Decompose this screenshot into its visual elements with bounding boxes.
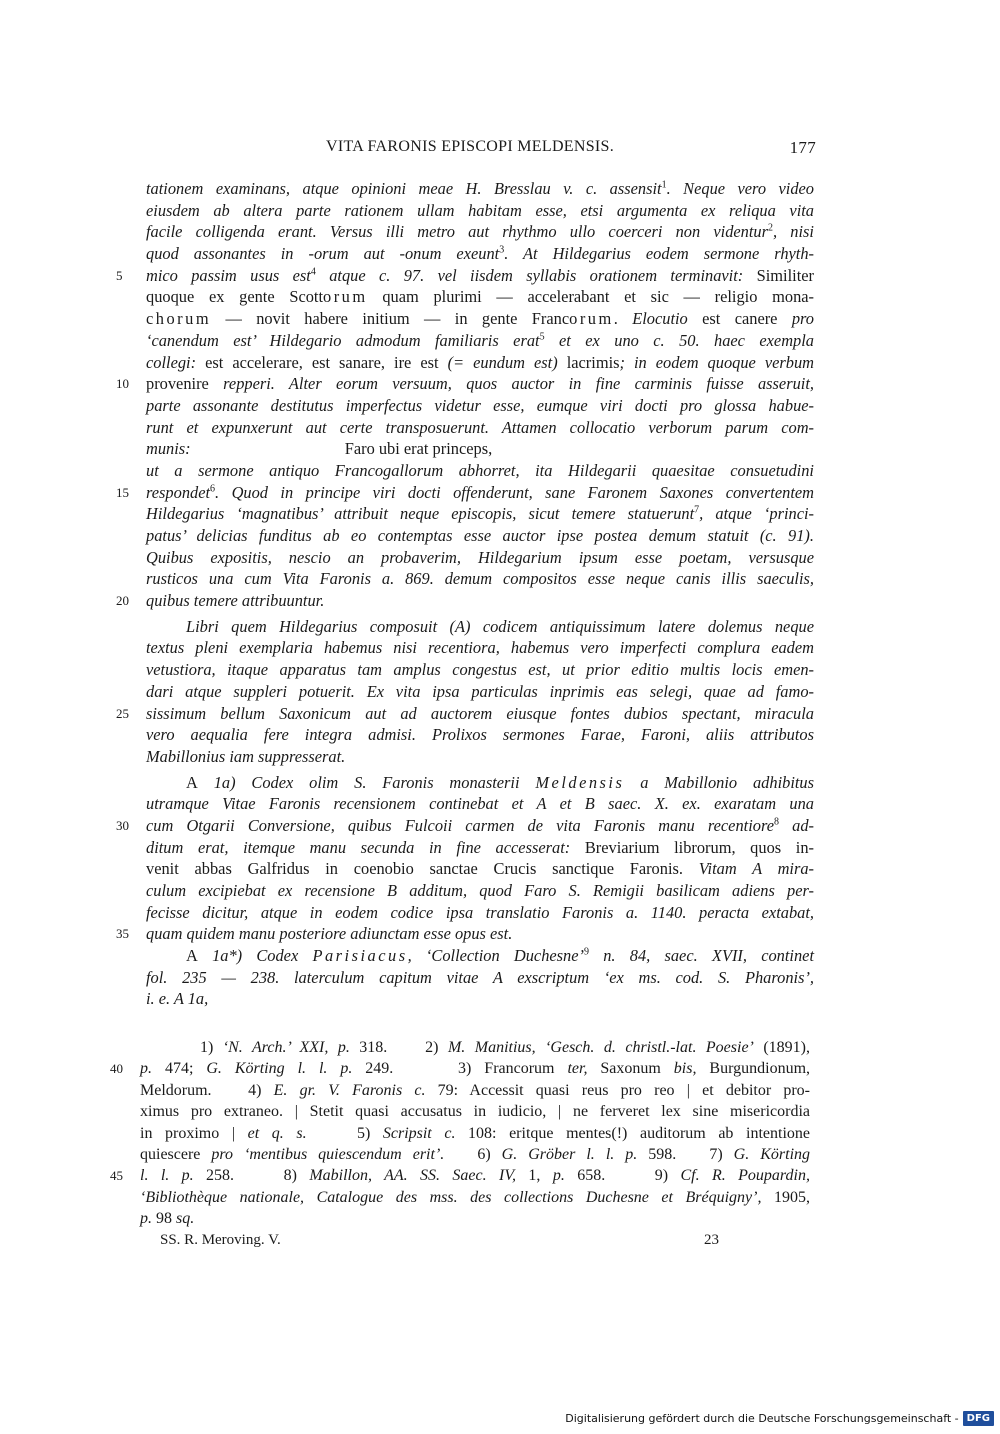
line-number: 5 bbox=[116, 267, 123, 283]
text-line: vero aequalia fere integra admisi. Prolixos sermones Farae, Faroni, aliis attributos bbox=[146, 725, 814, 745]
text-line: fol. 235 — 238. laterculum capitum vitae A exscriptum ‘ex ms. cod. S. Pharonis’, bbox=[146, 967, 814, 987]
dfg-logo-icon: DFG bbox=[963, 1411, 994, 1426]
text-line: respondet$^6$. Quod in principe viri docti offenderunt, sane Faronem Saxones convertentem 15 bbox=[116, 482, 814, 502]
text-line: utramque Vitae Faronis recensionem continebat et A et B saec. X. ex. exaratam una bbox=[146, 794, 814, 814]
text-line: A 1a*) Codex Parisiacus, ‘Collection Duchesne’$^9$ n. 84, saec. XVII, continet bbox=[186, 946, 815, 966]
page-number: 177 bbox=[789, 138, 816, 157]
text-line: A 1a) Codex olim S. Faronis monasterii Meldensis a Mabillonio adhibitus bbox=[186, 772, 814, 792]
footnote-line: l. l. p. 258. 8) Mabillon, AA. SS. Saec. IV, 1, p. 658. 9) Cf. R. Poupardin, 45 bbox=[140, 1165, 810, 1186]
text-line: fecisse dicitur, atque in eodem codice ipsa translatio Faronis a. 1140. peracta extabat, bbox=[146, 902, 814, 922]
text-line: venit abbas Galfridus in coenobio sanctae Crucis sanctique Faronis. Vitam A mira- bbox=[146, 859, 814, 879]
line-number: 35 bbox=[116, 926, 129, 942]
text-line: i. e. A 1a, bbox=[146, 989, 209, 1009]
line-number: 25 bbox=[116, 705, 129, 721]
text-line: collegi: est accelerare, est sanare, ire est (= eundum est) lacrimis; in eodem quoque verbum bbox=[146, 352, 814, 372]
text-line: rusticos una cum Vita Faronis a. 869. demum compositos esse neque canis illis saeculis, bbox=[146, 569, 814, 589]
text-line: ut a sermone antiquo Francogallorum abhorret, ita Hildegarii quaesitae consuetudini bbox=[146, 460, 814, 480]
text-line: mico passim usus est$^4$ atque c. 97. vel iisdem syllabis orationem terminavit: Similiter 5 bbox=[116, 265, 814, 285]
text-line: dari atque suppleri potuerit. Ex vita ipsa particulas inprimis eas selegi, quae ad famo- bbox=[146, 681, 814, 701]
text-line: chorum — novit habere initium — in gente Francorum. Elocutio est canere pro bbox=[146, 309, 815, 329]
main-text bbox=[116, 178, 815, 1010]
text-line: sissimum bellum Saxonicum aut ad auctorem eiusque fontes dubios spectant, miracula 25 bbox=[116, 703, 814, 723]
footnote-line: 1) ‘N. Arch.’ XXI, p. 318. 2) M. Manitius, ‘Gesch. d. christl.-lat. Poesie’ (1891), bbox=[200, 1039, 811, 1056]
line-number: 10 bbox=[116, 376, 129, 392]
text-line: quibus temere attribuuntur. 20 bbox=[116, 591, 325, 611]
text-line: facile colligenda erant. Versus illi metro aut rhythmo ullo coerceri non videntur$^2$, nisi bbox=[146, 222, 814, 242]
text-line: tationem examinans, atque opinioni meae H. Bresslau v. c. assensit$^1$. Neque vero video bbox=[146, 179, 814, 198]
line-number: 45 bbox=[110, 1168, 123, 1184]
funding-banner bbox=[565, 1408, 994, 1428]
running-header bbox=[140, 138, 816, 162]
text-line: cum Otgarii Conversione, quibus Fulcoii carmen de vita Faronis manu recentiore$^8$ ad- 30 bbox=[116, 815, 814, 835]
text-line: provenire repperi. Alter eorum versuum, quos auctor in fine carminis fuisse asseruit, 10 bbox=[116, 374, 814, 394]
footnote-line: p. 98 sq. bbox=[140, 1210, 195, 1228]
funding-text: Digitalisierung gefördert durch die Deutsche Forschungsgemeinschaft - bbox=[565, 1411, 959, 1425]
signature-number: 23 bbox=[704, 1232, 719, 1248]
footnote-line: ximus pro extraneo. | Stetit quasi accusatus in iudicio, | ne ferveret lex sine misericordia bbox=[140, 1103, 810, 1121]
footnote-line: Meldorum. 4) E. gr. V. Faronis c. 79: Accessit quasi reus pro reo | et debitor pro- bbox=[140, 1081, 811, 1099]
text-line: ‘canendum est’ Hildegario admodum familiaris erat$^5$ et ex uno c. 50. haec exempla bbox=[146, 330, 814, 350]
text-line: patus’ delicias funditus ab eo contemptas esse auctor ipse postea demum statuit (c. 91). bbox=[146, 526, 814, 545]
text-line: culum excipiebat ex recensione B additum, quod Faro S. Remigii basilicam adiens per- bbox=[146, 881, 814, 900]
text-line: vetustiora, itaque apparatus tam amplus congestus est, ut prior editio multis locis emen- bbox=[146, 660, 814, 680]
running-title: VITA FARONIS EPISCOPI MELDENSIS. bbox=[326, 138, 615, 155]
text-line: Libri quem Hildegarius composuit (A) codicem antiquissimum latere dolemus neque bbox=[186, 616, 814, 636]
line-number: 20 bbox=[116, 593, 129, 609]
line-number: 30 bbox=[116, 817, 129, 833]
footnotes bbox=[110, 1037, 811, 1230]
footnote-line: in proximo | et q. s. 5) Scripsit c. 108: eritque mentes(!) auditorum ab intentione bbox=[140, 1124, 811, 1142]
text-line: runt et expunxerunt aut certe transposuerunt. Attamen collocatio verborum parum com- bbox=[146, 417, 814, 437]
line-number: 15 bbox=[116, 484, 129, 500]
text-line: Quibus expositis, nescio an probaverim, Hildegarium ipsum esse poetam, versusque bbox=[146, 547, 814, 567]
footnote-line: ‘Bibliothèque nationale, Catalogue des mss. des collections Duchesne et Bréquigny’, 1905, bbox=[140, 1188, 811, 1206]
signature-mark: SS. R. Meroving. V. bbox=[160, 1232, 281, 1248]
text-line: Hildegarius ‘magnatibus’ attribuit neque episcopis, sicut temere statuerunt$^7$, atque ‘princi- bbox=[146, 504, 814, 524]
text-line: Mabillonius iam suppresserat. bbox=[146, 746, 346, 766]
text-line: ditum erat, itemque manu secunda in fine accesserat: Breviarium librorum, quos in- bbox=[146, 837, 814, 857]
text-line: quam quidem manu posteriore adiunctam esse opus est. 35 bbox=[116, 924, 513, 944]
text-line: quoque ex gente Scottorum quam plurimi — accelerabant et sic — religio mona- bbox=[146, 287, 814, 307]
text-line: textus pleni exemplaria habemus nisi recentiora, habemus vero imperfecti complura eadem bbox=[146, 638, 814, 658]
text-line: quod assonantes in -orum aut -onum exeunt$^3$. At Hildegarius eodem sermone rhyth- bbox=[146, 244, 815, 264]
footnote-line: p. 474; G. Körting l. l. p. 249. 3) Francorum ter, Saxonum bis, Burgundionum, 40 bbox=[140, 1058, 810, 1079]
text-line: parte assonante destitutus imperfectus videtur esse, eumque viri docti pro glossa habue- bbox=[146, 395, 814, 415]
line-number: 40 bbox=[110, 1061, 123, 1077]
footnote-line: quiescere pro ‘mentibus quiescendum erit’. 6) G. Gröber l. l. p. 598. 7) G. Körting bbox=[140, 1145, 811, 1163]
text-line: eiusdem ab altera parte rationem ullam habitam esse, etsi argumenta ex reliqua vita bbox=[146, 200, 814, 220]
text-line: munis: Faro ubi erat princeps, bbox=[146, 439, 493, 459]
